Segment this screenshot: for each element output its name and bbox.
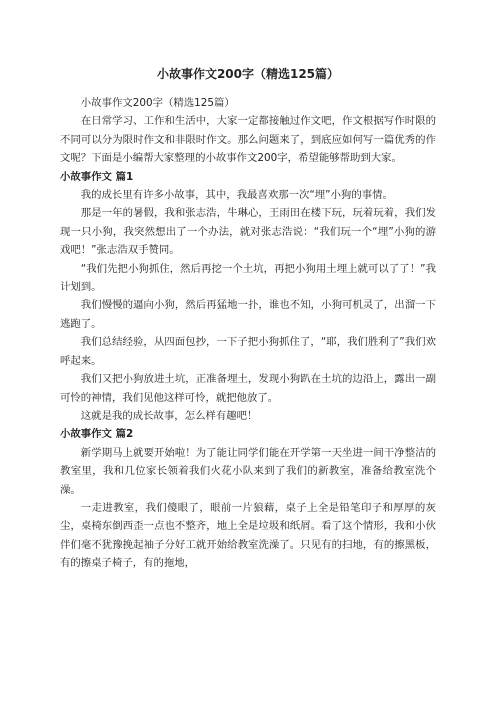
section-heading: 小故事作文 篇2 xyxy=(60,428,134,441)
page-title: 小故事作文200字（精选125篇） xyxy=(156,67,340,81)
paragraph: 我的成长里有许多小故事，其中，我最喜欢那一次“埋”小狗的事情。 xyxy=(80,189,393,202)
paragraph: 一走进教室，我们傻眼了，眼前一片狼藉，桌子上全是铅笔印子和厚厚的灰尘，桌椅东倒西歪一点也不整齐，地上全是垃圾和纸屑。看了这个情形，我和小伙伴们毫不犹豫挽起袖子分好工就开始给教室洗澡了。只见有的扫地，有的擦黑板，有的擦桌子椅子，有的拖地， xyxy=(60,501,436,570)
document-body xyxy=(60,94,436,573)
paragraph: 在日常学习、工作和生活中，大家一定都接触过作文吧，作文根据写作时限的不同可以分为限时作文和非限时作文。那么问题来了，到底应如何写一篇优秀的作文呢？下面是小编帮大家整理的小故事作文200字，希望能够帮助到大家。 xyxy=(60,115,436,165)
paragraph: 我们总结经验，从四面包抄，一下子把小狗抓住了，“耶，我们胜利了”我们欢呼起来。 xyxy=(60,336,436,367)
paragraph: 新学期马上就要开始啦！为了能让同学们能在开学第一天坐进一间干净整洁的教室里，我和几位家长领着我们火花小队来到了我们的新教室，准备给教室洗个澡。 xyxy=(60,446,436,496)
section-heading: 小故事作文 篇1 xyxy=(60,170,134,183)
paragraph: 那是一年的暑假，我和张志浩，牛琳心，王雨田在楼下玩，玩着玩着，我们发现一只小狗，我突然想出了一个办法，就对张志浩说：“我们玩一个“埋”小狗的游戏吧！”张志浩双手赞同。 xyxy=(60,207,436,257)
paragraph: “我们先把小狗抓住，然后再挖一个土坑，再把小狗用土埋上就可以了了！”我计划到。 xyxy=(60,262,436,294)
paragraph: 小故事作文200字（精选125篇） xyxy=(80,97,235,109)
paragraph: 这就是我的成长故事，怎么样有趣吧！ xyxy=(80,409,258,422)
paragraph: 我们又把小狗放进土坑，正准备埋土，发现小狗趴在土坑的边沿上，露出一副可怜的神情，我们见他这样可怜，就把他放了。 xyxy=(60,373,436,404)
paragraph: 我们慢慢的逼向小狗，然后再猛地一扑，谁也不知，小狗可机灵了，出溜一下逃跑了。 xyxy=(60,299,436,330)
